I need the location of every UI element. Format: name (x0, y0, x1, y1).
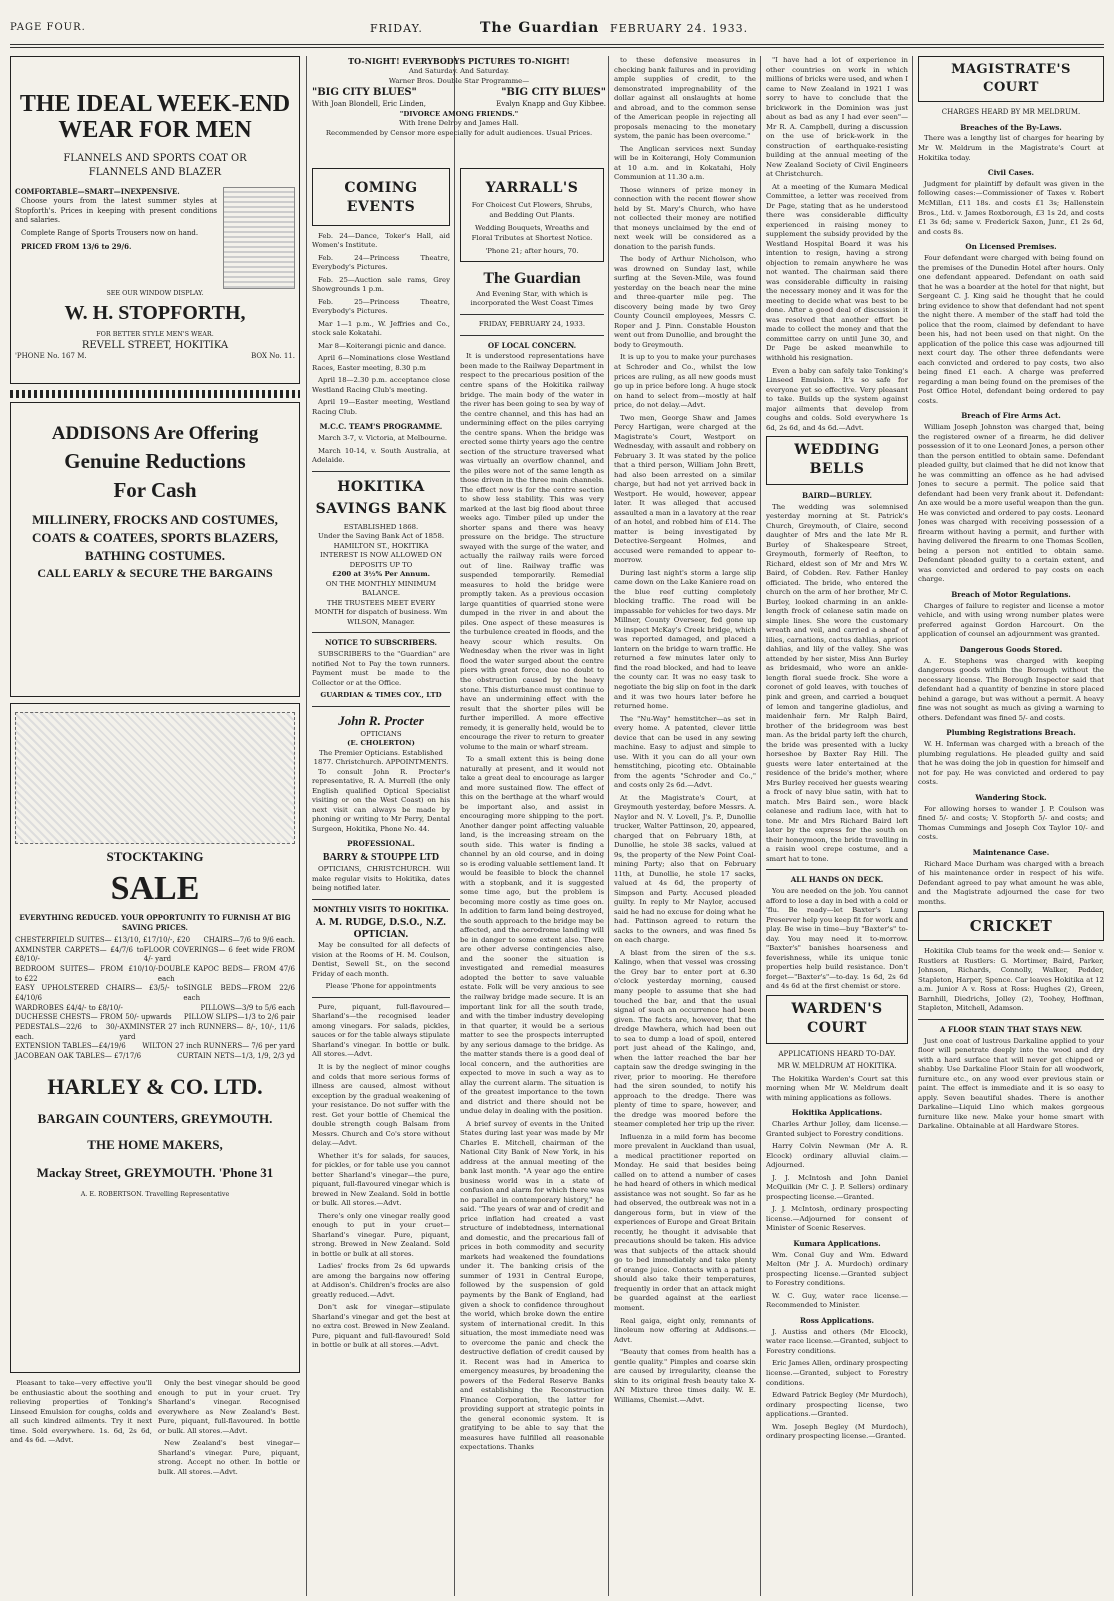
guardian-subtitle: And Evening Star, with which is incorporated the West Coast Times (470, 289, 594, 308)
wedding-names: BAIRD—BURLEY. (802, 490, 872, 500)
column-5 (766, 56, 908, 1596)
rudge-phone: Please 'Phone for appointments (325, 982, 437, 991)
wardens-court-title: WARDEN'S COURT (791, 1000, 883, 1037)
sale-item: SINGLE BEDS—FROM 22/6 each (183, 984, 295, 1003)
sale-item: WILTON 27 inch RUNNERS— 7/6 per yard (142, 1042, 295, 1051)
news-paragraph: "I have had a lot of experience in other countries on work in which millions of bricks were used, and when I came to New Zealand in 1921 I was sorry to have to conclude that the brickwork in the Dominion was just about as bad as any I had ever seen"—Mr R. A. Campbell, during a discussion on the use of brick-work in the construction of earthquake-resisting building at the annual meeting of the New Zealand Society of Civil Engineers at Christchurch. (766, 56, 908, 179)
event-item: Feb. 25—Princess Theatre, Everybody's Pictures. (312, 297, 450, 316)
bank-trustees: THE TRUSTEES MEET EVERY MONTH for dispatch of business. Wm WILSON, Manager. (314, 598, 448, 626)
court-section-body: W. H. Inferman was charged with a breach of the plumbing regulations. He pleaded guilty and said that he was doing the job in question for himself and not for pay. He was convicted and ordered to pay costs. (918, 740, 1104, 787)
sale-items (15, 936, 295, 1062)
addisons-line-4: MILLINERY, FROCKS AND COSTUMES, (32, 512, 278, 528)
hands-body: You are needed on the job. You cannot afford to lose a day in bed with a cold or 'flu. Be ready—let Baxter's Lung Preserver help you keep fit for work and play. Be wise in time—buy "Baxter's" to-day. You may need it to-morrow. "Baxter's" banishes hoarseness and feverishness, while its unique tonic properties help build resistance. Don't forget—"Baxter's"—to-day. 1s 6d, 2s 6d and 4s 6d at the first chemist or store. (766, 887, 908, 991)
court-section-title: Plumbing Registrations Breach. (946, 728, 1076, 738)
magistrates-court-title: MAGISTRATE'S COURT (951, 62, 1071, 95)
sale-item: AXMINSTER 27 inch RUNNERS— 8/-, 10/-, 11/6 yard (119, 1023, 295, 1041)
floor-stain-heading: A FLOOR STAIN THAT STAYS NEW. (939, 1024, 1083, 1034)
court-section-body: William Joseph Johnston was charged that, being the registered owner of a firearm, he did deliver possession of it to one Leonard Jones, a person other than the person entitled to obtain same. Defendant pleaded guilty, but claimed that he did not know that he was committing an offence as he had advised Jones to secure a permit. The police said that defendant had been very frank about it. Defendant: An axe would be a more useful weapon than the gun. He was convicted and ordered to pay costs. Leonard Jones was charged with receiving possession of a firearm without having a permit, and further with having delivered the firearm to one Thomas Scollen, being a person not entitled to obtain same. Defendant pleaded guilty to a certain extent, and was convicted and ordered to pay costs on each charge. (918, 423, 1104, 584)
news-paragraph: It is up to you to make your purchases at Schroder and Co., whilst the low prices are ruling, as all new goods must go up in price before long. A huge stock on hand to select from—mostly at half price, do not delay.—Advt. (614, 353, 756, 410)
bank-amount: £200 at 3½% Per Annum. (331, 570, 431, 579)
court-section-body: A. E. Stephens was charged with keeping dangerous goods within the Borough without the necessary license. The Borough Inspector said that defendant had a quantity of benzine in store placed behind a garage, but was without a permit. A heavy fine was not sought as much as giving a warning to others. Defendant was fined 5/- and costs. (918, 656, 1104, 722)
film-title-3: "DIVORCE AMONG FRIENDS." (399, 109, 519, 118)
proctor-body: To consult John R. Procter's representative, R. A. Murrell (the only English qualified Optical Specialist visiting or on the West Coast) on his next visit can always be made by phoning or writing to Mr Perry, Dental Surgeon, Hokitika, Phone No. 44. (312, 767, 450, 833)
proctor-premier: The Premier Opticians. Established 1877. Christchurch. APPOINTMENTS. (313, 748, 449, 767)
advt-paragraph: It is by the neglect of minor coughs and colds that more serious forms of illness are caused, almost without exception by the gradual weakening of your resistance. Do not suffer with the rest. Get your bottle of Chemical the double strength cough Balsam from Messrs. Church and Co's store without delay.—Advt. (312, 1063, 450, 1148)
sale-item: JACOBEAN OAK TABLES— £7/17/6 (15, 1052, 142, 1061)
film-cast-2: Evalyn Knapp and Guy Kibbee. (496, 99, 606, 108)
bank-title: HOKITIKA (337, 478, 425, 495)
court-section-title: Maintenance Case. (972, 848, 1050, 857)
bank-interest: INTEREST IS NOW ALLOWED ON DEPOSITS UP TO (320, 551, 442, 569)
bank-established: ESTABLISHED 1868. (343, 522, 419, 531)
court-section-title: On Licensed Premises. (965, 242, 1057, 252)
court-section-body: Richard Mace Durham was charged with a breach of his maintenance order in respect of his wife. Defendant agreed to pay what amount he was able, and the Magistrate adjourned the case for two months. (918, 859, 1104, 906)
news-paragraph: The "Nu-Way" hemstitcher—as set in every home. A patented, clever little device that can be used in any sewing machine. Easy to adjust and simple to use. With it you can do all your own hemstitching, picoting etc. Obtainable from the agents "Schroder and Co.," and costs only 2s 6d.—Advt. (614, 714, 756, 790)
film-title-2: "BIG CITY BLUES" (501, 87, 606, 99)
column-divider (760, 56, 761, 1596)
masthead-title: The Guardian (480, 20, 600, 36)
furniture-illustration (15, 712, 295, 844)
bank-act: Under the Saving Bank Act of 1858. (317, 532, 445, 541)
application-item: Harry Colvin Newman (Mr A. R. Elcock) ordinary alluvial claim.—Adjourned. (766, 1142, 908, 1170)
harley-line-6: Mackay Street, GREYMOUTH. 'Phone 31 (36, 1164, 274, 1180)
news-paragraph: At the Magistrate's Court, at Greymouth yesterday, before Messrs. A. Naylor and N. V. Lovell, J's. P., Dunollie trucker, Walter Pattinson, 20, appeared, charged that on February 18th, at Dunollie, he stole 38 sacks, valued at 9s, the property of the New Point Coal-mining Party; also that on February 11th, at Dunollie, he stole 17 sacks, valued at 4s 6d, the property of Simpson and Party. Accused pleaded guilty. In reply to Mr Naylor, accused said he had no excuse for doing what he had. Pattinson agreed to return the sacks to the owners, and was fined 5s on each charge. (614, 793, 756, 945)
application-item: Charles Arthur Jolley, dam license.—Granted subject to Forestry conditions. (766, 1120, 908, 1138)
decorative-border (10, 390, 300, 398)
pictures-sub: And Saturday. And Saturday. (408, 67, 510, 76)
professional-heading: PROFESSIONAL. (347, 839, 415, 849)
application-item: J. Austiss and others (Mr Elcock), water race license.—Granted, subject to Forestry conditions. (766, 1327, 908, 1355)
addisons-line-5: COATS & COATEES, SPORTS BLAZERS, (31, 530, 279, 546)
sale-item: WARDROBES £4/4/- to £8/10/- (15, 1003, 123, 1012)
bank-title-2: SAVINGS BANK (315, 501, 447, 518)
sale-item: PEDESTALS—22/6 to 30/- each. (15, 1023, 120, 1041)
addisons-line-2: Genuine Reductions (64, 449, 246, 474)
ad-window: SEE OUR WINDOW DISPLAY. (106, 289, 204, 298)
yarralls-ad (460, 168, 604, 262)
mcc-heading: M.C.C. TEAM'S PROGRAMME. (319, 422, 443, 432)
event-item: Feb. 25—Auction sale rams, Grey Showgrounds 1 p.m. (312, 275, 450, 294)
mcc-item: March 10-14, v. South Australia, at Adelaide. (312, 446, 450, 465)
wardens-body: The Hokitika Warden's Court sat this morning when Mr W. Meldrum dealt with mining applications as follows. (766, 1074, 908, 1102)
sale-item: CHESTERFIELD SUITES— £13/10, £17/10/-, £20 (15, 936, 191, 945)
news-paragraph: Those winners of prize money in connection with the recent flower show held by St. Mary's Church, who have not collected their money are notified that moneys unclaimed by the end of next week will be considered as a donation to the parish funds. (614, 185, 756, 251)
harley-rep: A. E. ROBERTSON. Travelling Representative (80, 1189, 230, 1198)
news-paragraph: "Beauty that comes from health has a gentle quality." Pimples and coarse skin are caused by irregularity, cleanse the skin to its original fresh beauty take X-AN Mixture three times daily. W. E. Williams, Chemist.—Advt. (614, 1348, 756, 1404)
cricket-body: Hokitika Club teams for the week end:— Senior v. Rustlers at Rustlers: G. Mortimer, Baird, Parker, Johnson, Richards, Connolly, Walker, Pedder, Stapleton, Harper, Spence. Car leaves Hokitika at 12 a.m. Junior A v. Ross at Ross: Hughes (2), Green, Barnhill, Diedrichs, Jolley (2), Toohey, Hoffman, Stapleton, Mitchell, Adamson. (918, 947, 1104, 1013)
column-divider (306, 56, 307, 1596)
ad-subhead: FLANNELS AND SPORTS COAT OR FLANNELS AND BLAZER (63, 152, 247, 178)
sale-item: EASY UPHOLSTERED CHAIRS— £3/5/- to £4/10/6 (15, 984, 184, 1003)
addisons-line-6: BATHING COSTUMES. (85, 548, 225, 564)
cricket-box (918, 911, 1104, 942)
addisons-ad (10, 402, 300, 697)
barry-stouppe-body: OPTICIANS, CHRISTCHURCH. Will make regular visits to Hokitika, dates being notified later. (312, 865, 450, 893)
wedding-report: The wedding was solemnised yesterday morning at St. Patrick's Church, Greymouth, of Claire, second daughter of Mrs and the late Mr R. Burley of Shakespeare Street, Greymouth, formerly of Reefton, to Richard, eldest son of Mr and Mrs W. Baird, of Cobden. Rev. Father Hanley officiated. The bride, who entered the church on the arm of her brother, Mr C. Burley, looked charming in an ankle-length frock of celanese satin made on simple lines. She wore the customary wreath and veil, and carried a sheaf of lilies, carnations, cactus dahlias, apricot dahlias, and lily of the valley. She was attended by her sister, Miss Ann Burley as bridesmaid, who wore an ankle-length floral suede frock. She wore a coronet of gold leaves, with touches of pink and green, and carried a bouquet of lemon and tangerine gladiolus, and maidenhair fern. Mr Ralph Baird, brother of the bridegroom was best man. As the bridal party left the church, the bride was presented with a lucky horseshoe by Baxter Ray Hill. The guests were later entertained at the residence of the bride's mother, where Mrs Burley received her guests wearing a frock of navy blue satin, with hat to match. Mrs Baird sen., wore black celanese and radium lace, with hat to tone. Mr and Mrs Richard Baird left later by the express for the south on their honeymoon, the bride travelling in a raisin wool crepe costume, and a smart hat to tone. (766, 502, 908, 863)
event-item: Feb. 24—Princess Theatre, Everybody's Pictures. (312, 253, 450, 272)
sale-item: CURTAIN NETS—1/3, 1/9, 2/3 yd (177, 1052, 295, 1061)
news-paragraph: Real gaiga, eight only, remnants of linoleum now offering at Addisons.—Advt. (614, 1316, 756, 1344)
column-1-footer (10, 1379, 300, 1480)
rudge-body: May be consulted for all defects of vision at the Rooms of H. M. Coulson, Dentist, Sewell St., on the second Friday of each month. (312, 941, 450, 978)
court-section-body: Judgment for plaintiff by default was given in the following cases:—Commissioner of Taxes v. Robert McMillan, £11 18s. and costs £1 3s; Hallenstein Bros., Ltd. v. James Roxborough, £3 1s 2d, and costs £1 3s 6d; same v. Frederick Saxon, Junr., £1 2s 6d, and costs 8s. (918, 179, 1104, 236)
sharland-advt-2: New Zealand's best vinegar—Sharland's vinegar. Pure, piquant, strong. Accept no other. In bottle or bulk. All stores.—Advt. (158, 1439, 300, 1476)
news-paragraph: Two men, George Shaw and James Percy Hartigan, were charged at the Magistrate's Court, Westport on Wednesday, with assault and robbery on February 3. It was stated by the police that a third person, William John Brett, had also been arrested on a similar charge, but had not yet arrived back in Westport. He would, however, appear later. It was alleged that accused assaulted a man in a lavatory at the rear of an hotel, and robbed him of £14. The matter is being investigated by Detective-Sergeant Holmes, and accused were remanded to appear to-morrow. (614, 413, 756, 565)
bank-minimum: ON THE MONTHLY MINIMUM BALANCE. (325, 579, 437, 598)
pictures-ad (312, 56, 606, 166)
masthead-rule (10, 44, 1104, 45)
ad-box: BOX No. 11. (251, 352, 295, 361)
page-number: PAGE FOUR. (10, 22, 86, 33)
application-item: J. J. McIntosh, ordinary prospecting license.—Adjourned for consent of Minister of Scenic Reserves. (766, 1205, 908, 1233)
harley-line-4: BARGAIN COUNTERS, GREYMOUTH. (37, 1111, 273, 1127)
news-paragraph: At a meeting of the Kumara Medical Committee, a letter was received from Dr Page, stating that as he understood there was considerable difficulty experienced in raising money to supplement the subsidy provided by the Westland Hospital Board it was his intention to resign, having a strong objection to remain anywhere he was not wanted. The chairman said there was considerable difficulty in raising the necessary money and it was for the meeting to decide what was best to be done. After a good deal of discussion it was resolved that another effort be made to collect the money and that the committee carry on until June 30, and Dr Page be asked meanwhile to withhold his resignation. (766, 182, 908, 362)
sale-item: PILLOWS—3/9 to 5/6 each (200, 1003, 295, 1012)
subscribers-company: GUARDIAN & TIMES COY., LTD (320, 691, 442, 700)
column-divider (454, 56, 455, 1596)
pictures-note: Recommended by Censor more especially for adult audiences. Usual Prices. (325, 128, 593, 137)
harley-line-5: THE HOME MAKERS, (87, 1136, 223, 1152)
sharland-advt: Only the best vinegar should be good enough to put in your cruet. Try Sharland's vinegar. Recognised everywhere as New Zealand's Best. Pure, piquant, full-flavoured. In bottle or bulk. All stores.—Advt. (158, 1379, 300, 1435)
court-section-body: Charges of failure to register and license a motor vehicle, and with using wrong number plates were preferred against Gordon Harcourt. On the application of counsel an adjournment was granted. (918, 601, 1104, 639)
addisons-line-7: CALL EARLY & SECURE THE BARGAINS (37, 565, 273, 580)
sale-item: PILLOW SLIPS—1/3 to 2/6 pair (183, 1013, 295, 1022)
proctor-opticians: OPTICIANS (360, 729, 402, 738)
film-cast: With Joan Blondell, Eric Linden, (312, 99, 427, 108)
court-section-title: Dangerous Goods Stored. (959, 644, 1063, 654)
sale-item: CHAIRS—7/6 to 9/6 each. (203, 936, 295, 945)
event-item: April 18—2.30 p.m. acceptance close Westland Racing Club's meeting. (312, 376, 450, 394)
editorial-paragraph: To a small extent this is being done naturally at present, and it would not take a great deal to encourage as larger and more sustained flow. The effect of this on the berthage at the wharf would be important also, and assist in encouraging more shipping to the port. Another danger point affecting valuable land, is the increasing stream on the south side. This water is finding a channel by an old course, and in doing so is eroding valuable settlement land. It would be feasible to block the channel with a stopbank, and it is suggested some time ago, but the problem is becoming more costly as time goes on. In addition to farm land being destroyed, the south approach to the bridge may be affected, and the aerodrome landing will be in danger to some extent also. There are other adverse contingencies also, and the sooner the situation is investigated and remedial measures adopted the better to save valuable estate. Folk will be very anxious to see the railway bridge made secure. It is an important link for all the south trade, and with the timber industry developing in that quarter, it would be a serious matter to see the prospects interrupted by any serious damage to the bridge. As the matter stands there is a good deal of local concern, and the authorities are expected to move in such a way as to allay the current alarm. The situation is of the greatest importance to the town and district and there should not be undue delay in dealing with the position. (460, 755, 604, 1116)
addisons-line-1: ADDISONS Are Offering (51, 423, 259, 444)
yarralls-phone: 'Phone 21; after hours, 70. (485, 247, 579, 256)
masthead (10, 22, 1104, 40)
court-section-title: Civil Cases. (987, 168, 1035, 178)
court-section-body: Four defendant were charged with being found on the premises of the Dunedin Hotel after hours. Only one defendant appeared. Defendant on oath said that he was a boarder at the hotel for that night, but Sergeant C. J. King said he thought that he could bring evidence to show that defendant had not spent the night there. A member of the staff had told the police that the room, claimed by defendant to have been his, had not been used on that night. On the application of the police this case was adjourned till next court day. The other three defendants were each convicted and ordered to pay costs, two also being fined £1 each. A charge was preferred regarding a man being found on the premises of the Post Office Hotel, defendant being ordered to pay costs. (918, 253, 1104, 405)
sale-item: DOUBLE KAPOC BEDS— FROM 47/6 each (157, 965, 295, 983)
event-item: Mar 1—1 p.m., W. Jeffries and Co., stock sale Kokatahi. (312, 319, 450, 338)
editorial-heading: OF LOCAL CONCERN. (487, 340, 577, 350)
advt-paragraph: Whether it's for salads, for sauces, for pickles, or for table use you cannot better Sharland's vinegar—the pure, piquant, full-flavoured vinegar which is brewed in New Zealand. Sold in bottle or bulk. All stores.—Advt. (312, 1151, 450, 1208)
hands-heading: ALL HANDS ON DECK. (790, 875, 884, 885)
editorial-paragraph: A brief survey of events in the United States during last year was made by Mr Charles E. Mitchell, chairman of the National City Bank of New York, in his address at the annual meeting of the bank last month. "A year ago the entire business world was in a state of confusion and alarm for which there was no parallel in contemporary history," he said. "The years of war and of credit and price inflation had created a vast structure of indebtedness, international and domestic, and the precarious fall of prices in both commodity and security markets had weakened the foundations under it. The banking crisis of the summer of 1931 in Central Europe, followed by the suspension of gold payments by the Bank of England, had given a shock to confidence throughout the world, which broke down the entire system of international credit. In this situation, the most immediate need was to overcome the panic and check the destructive deflation of credit caused by it. Recent was had in America to emergency measures, by broadening the powers of the Federal Reserve Banks and establishing the Reconstruction Finance Corporation, the latter for providing support at strategic points in the general economic system. It is gratifying to be able to say that the measures have fulfilled all reasonable expectations. Thanks (460, 1119, 604, 1452)
ad-range: Complete Range of Sports Trousers now on hand. (21, 229, 199, 237)
sale-line-3: EVERYTHING REDUCED. YOUR OPPORTUNITY TO FURNISH AT BIG SAVING PRICES. (19, 912, 291, 932)
advt-paragraph: There's only one vinegar really good enough to put in your cruet—Sharland's vinegar. Pure, piquant, strong. Brewed in New Zealand. Sold in bottle or bulk at all stores. (312, 1211, 450, 1258)
wedding-bells-title: WEDDING BELLS (794, 442, 880, 478)
addisons-line-3: For Cash (113, 478, 197, 503)
coming-events-title: COMING EVENTS (344, 180, 418, 216)
tonking-advt: Pleasant to take—very effective you'll be enthusiastic about the soothing and relieving properties of Tonking's Linseed Emulsion for coughs, colds and all such kindred ailments. Try it next time. Sold everywhere. 1s. 6d, 2s 6d, and 4s 6d. —Advt. (10, 1379, 152, 1445)
bank-address: HAMILTON ST., HOKITIKA (333, 541, 429, 550)
mcc-item: March 3-7, v. Victoria, at Melbourne. (318, 434, 448, 443)
rudge-name: A. M. RUDGE, D.S.O., N.Z. OPTICIAN. (315, 917, 447, 940)
ad-shop-name: W. H. STOPFORTH, (64, 302, 246, 325)
stopforth-ad (10, 56, 300, 384)
yarralls-body-2: Wedding Bouquets, Wreaths and Floral Tributes at Shortest Notice. (471, 224, 593, 242)
column-3 (460, 168, 604, 1593)
column-divider (608, 56, 609, 1596)
application-item: W. C. Guy, water race license.—Recommended to Minister. (766, 1291, 908, 1310)
ad-headline-2: WEAR FOR MEN (58, 117, 252, 144)
harley-name: HARLEY & CO. LTD. (47, 1073, 263, 1099)
sale-item: DUCHESSE CHESTS— FROM 50/- upwards (15, 1013, 172, 1022)
proctor-logo: John R. Procter (338, 712, 424, 728)
editorial-paragraph: It is understood representations have been made to the Railway Department in respect to the precarious position of the centre spans of the Hokitika railway bridge. The main body of the water in the river has been going to sea by way of the centre channel, and this has had an undermining effect on the piles carrying the centre spans. When the bridge was erected some thirty years ago the centre section of the structure traversed what was virtually an overflow channel, and the piles were not of the same length as those driven in the three main channels. The effect now is for the centre section to show less stability. This was very marked at the last big flood about three weeks ago. Timber piled up under the shorter spans and there was heavy pressure on the bridge. The structure swayed with the surge of the water, and actually the railway rails were forced out of line. Railway traffic was suspended temporarily. Remedial measures to hold the bridge were promptly taken. As a previous occasion large quantities of quarried stone were dumped in the river in and about the piles. One aspect of these measures is the turbulence created in floods, and the heavy scour which results. On Wednesday when the river was in light flood the water surged about the centre piers with great force, due no doubt to the obstruction caused by the heavy stone. This disturbance must continue to have an undermining effect with the result that the shorter piles will be further imperilled. A more effective remedy, it is generally held, would be to encourage the river to return to greater volume to the main or wharf stream. (460, 352, 604, 751)
editorial-date: FRIDAY, FEBRUARY 24, 1933. (478, 320, 586, 328)
sale-item: FLOOR COVERINGS— 6 feet wide FROM 4/- yard (143, 945, 295, 964)
masthead-date: FEBRUARY 24. 1933. (610, 22, 749, 35)
magistrates-sub: CHARGES HEARD BY MR MELDRUM. (941, 107, 1081, 116)
ad-phone: 'PHONE No. 167 M. (15, 352, 87, 361)
ad-street: REVELL STREET, HOKITIKA (81, 339, 229, 351)
ad-price: PRICED FROM 13/6 to 29/6. (21, 241, 132, 251)
hokitika-applications: Hokitika Applications. (791, 1108, 883, 1118)
film-title: "BIG CITY BLUES" (312, 87, 417, 99)
column-2 (312, 168, 450, 1593)
event-item: April 19—Easter meeting, Westland Racing Club. (312, 398, 450, 416)
film-cast-3: With Irene Delroy and James Hall. (399, 119, 519, 128)
event-item: April 6—Nominations close Westland Races, Easter meeting, 8.30 p.m (312, 354, 450, 372)
news-paragraph: Influenza in a mild form has become more prevalent in Auckland than usual, a medical practitioner reported on Monday. He said that besides being called on to attend a number of cases he had heard of others in which medical assistance was not sought. So far as he had observed, the outbreak was not in a dangerous form, but in view of the experiences of Europe and Great Britain recently, he thought it advisable that precautions should be taken. His advice was that subjects of the attack should go to bed immediately and take plenty of orange juice. Contacts with a patient should also take their temperatures, frequently in order that an attack might be guarded against at the earliest moment. (614, 1132, 756, 1312)
column-divider (912, 56, 913, 1596)
ad-body: Choose yours from the latest summer styles at Stopforth's. Prices in keeping with present conditions and salaries. (15, 197, 217, 225)
wardens-sub: APPLICATIONS HEARD TO-DAY. (778, 1049, 896, 1058)
masthead-day: FRIDAY. (370, 22, 423, 35)
cricket-title: CRICKET (969, 916, 1053, 935)
news-paragraph: During last night's storm a large slip came down on the Lake Kaniere road on the blue reef cutting completely blocking traffic. The road will be impassable for vehicles for two days. Mr Millner, County Overseer, fed gone up to inspect McKay's Creek bridge, which was reported damaged, and placed a lantern on the bridge to warn traffic. He returned a few minutes later only to find the road blocked, and had to leave the county car. It was no easy task to negotiate the big slip on foot in the dark and it was two hours later before he returned home. (614, 568, 756, 711)
court-section-title: Breach of Fire Arms Act. (961, 411, 1061, 421)
application-item: Edward Patrick Begley (Mr Murdoch), ordinary prospecting license, two applications.—Granted. (766, 1391, 908, 1419)
ross-applications: Ross Applications. (799, 1316, 875, 1325)
news-paragraph: A blast from the siren of the s.s. Kalingo, when that vessel was crossing the Grey bar to enter port at 6.30 o'clock yesterday morning, caused many people to assume that she had touched the bar, and that the usual signal of such an occurrence had been given. The facts are, however, that the dredge Mawhera, which had been out to sea to dump a load of spoil, entered port just ahead of the Kalingo, and, when the latter reached the bar her captain saw the dredge swinging in the river, prior to mooring. He therefore had the siren sounded, to notify his approach to the dredge. There was plenty of time to spare, however, and the dredge was moored before the steamer completed her trip up the river. (614, 948, 756, 1129)
harley-ad (10, 703, 300, 1373)
ad-headline: THE IDEAL WEEK-END (19, 91, 291, 117)
news-paragraph: Even a baby can safely take Tonking's Linseed Emulsion. It's so safe for everyone yet so effective. Very pleasant to take. Builds up the system against major ailments that develop from coughs and colds. Sold everywhere 1s 6d, 2s 6d, and 4s 6d.—Advt. (766, 366, 908, 432)
magistrates-court-box (918, 56, 1104, 102)
sale-item: AXMINSTER CARPETS— £4/7/6 to £8/10/- (15, 945, 144, 964)
proctor-cholerton: (E. CHOLERTON) (347, 739, 415, 748)
news-paragraph: The body of Arthur Nicholson, who was drowned on Sunday last, while surfing at the Seven-Mile, was found yesterday on the beach near the mine and three-quarter mile peg. The discovery being made by two Grey County Council employees, Messrs C. Roper and J. Pinn. Constable Houston went out from Dunollie, and brought the body to Greymouth. (614, 255, 756, 349)
sale-line-1: STOCKTAKING (106, 849, 204, 864)
wedding-bells-box (766, 436, 908, 485)
kumara-applications: Kumara Applications. (793, 1238, 881, 1248)
court-section-body: For allowing horses to wander J. P. Coulson was fined 5/- and costs; V. Stopforth 5/- and costs; and Thomas Cummings and Joseph Cox Taylor 10/- and costs. (918, 804, 1104, 842)
application-item: Wm. Conal Guy and Wm. Edward Melton (Mr J. A. Murdoch) ordinary prospecting license.—Granted subject to Forestry conditions. (766, 1250, 908, 1288)
pictures-presenter: Warner Bros. Double Star Programme— (388, 76, 530, 85)
advt-paragraph: Pure, piquant, full-flavoured—Sharland's—the recognised leader among vinegars. For salads, pickles, sauces or for the table always stipulate Sharland's vinegar. In bottle or bulk. All stores.—Advt. (312, 1002, 450, 1059)
pictures-headline: TO-NIGHT! EVERYBODYS PICTURES TO-NIGHT! (348, 56, 570, 66)
masthead-rule-2 (10, 47, 1104, 48)
barry-stouppe: BARRY & STOUPPE LTD (322, 852, 440, 864)
court-section-title: Wandering Stock. (975, 793, 1047, 802)
subscribers-notice: SUBSCRIBERS to the "Guardian" are notified Not to Pay the town runners. Payment must be made to the Collector or at the Office. (312, 650, 450, 687)
sale-item: BEDROOM SUITES— FROM £10/10/- to £22 (15, 965, 158, 983)
advt-paragraph: Don't ask for vinegar—stipulate Sharland's vinegar and get the best at no extra cost. Brewed in New Zealand. Pure, piquant and full-flavoured! Sold in bottle or bulk at all stores.—Advt. (312, 1303, 450, 1350)
trousers-illustration (223, 187, 295, 289)
advt-paragraph: Ladies' frocks from 2s 6d upwards are among the bargains now offering at Addison's. Children's frocks are also greatly reduced.—Advt. (312, 1262, 450, 1299)
rudge-heading: MONTHLY VISITS TO HOKITIKA. (313, 904, 449, 914)
court-section-title: Breach of Motor Regulations. (951, 589, 1071, 599)
sale-item: EXTENSION TABLES—£4/19/6 (15, 1042, 126, 1051)
wardens-court-box (766, 995, 908, 1044)
news-paragraph: The Anglican services next Sunday will be in Koiterangi, Holy Communion at 10 a.m. and in Kokatahi, Holy Communion at 11.30 a.m. (614, 144, 756, 182)
wardens-sub-2: MR W. MELDRUM AT HOKITIKA. (777, 1062, 897, 1071)
yarralls-body: For Choicest Cut Flowers, Shrubs, and Bedding Out Plants. (471, 201, 593, 219)
court-section-body: There was a lengthy list of charges for hearing by Mr W. Meldrum in the Magistrate's Court at Hokitika today. (918, 134, 1104, 162)
application-item: J. J. McIntosh and John Daniel McQuilkin (Mr C. J. P. Sellers) ordinary prospecting license.—Granted. (766, 1173, 908, 1201)
ad-shop-tagline: FOR BETTER STYLE MEN'S WEAR. (96, 329, 214, 338)
guardian-nameplate: The Guardian (483, 269, 581, 287)
column-6 (918, 56, 1104, 1596)
event-item: Mar 8—Koiterangi picnic and dance. (318, 341, 447, 350)
floor-stain-body: Just one coat of lustrous Darkaline applied to your floor will penetrate deeply into the wood and dry with a hard surface that will never get chipped or shabby. Use Darkaline Floor Stain for all woodwork, furniture etc., on any wood ever previous stain or paint. The effect is immediate and it is so easy to apply. Seven beautiful shades. There is another Darkaline—Liquid Lino which makes gorgeous furniture like new. Make your home smart with Darkaline. Obtainable at all Hardware Stores. (918, 1036, 1104, 1131)
event-item: Feb. 24—Dance, Toker's Hall, aid Women's Institute. (312, 231, 450, 250)
yarralls-title: YARRALL'S (485, 180, 579, 196)
sale-line-2: SALE (110, 869, 200, 907)
subscribers-heading: NOTICE TO SUBSCRIBERS. (324, 638, 438, 648)
column-1 (10, 56, 300, 1596)
court-section-title: Breaches of the By-Laws. (960, 122, 1062, 132)
application-item: Eric James Allen, ordinary prospecting license.—Granted, subject to Forestry conditions. (766, 1359, 908, 1387)
column-4 (614, 56, 756, 1596)
ad-tagline: COMFORTABLE—SMART—INEXPENSIVE. (15, 187, 180, 197)
news-paragraph: to these defensive measures in checking bank failures and in providing ample supplies of credit, to the demonstrated impregnability of the dollar against all onslaughts at home and abroad, and to the common sense of the American people in rejecting all proposals menacing to the monetary system, the panic has been overcome." (614, 56, 756, 141)
coming-events (312, 168, 450, 226)
application-item: Wm. Joseph Begley (M Murdoch), ordinary prospecting license.—Granted. (766, 1422, 908, 1441)
